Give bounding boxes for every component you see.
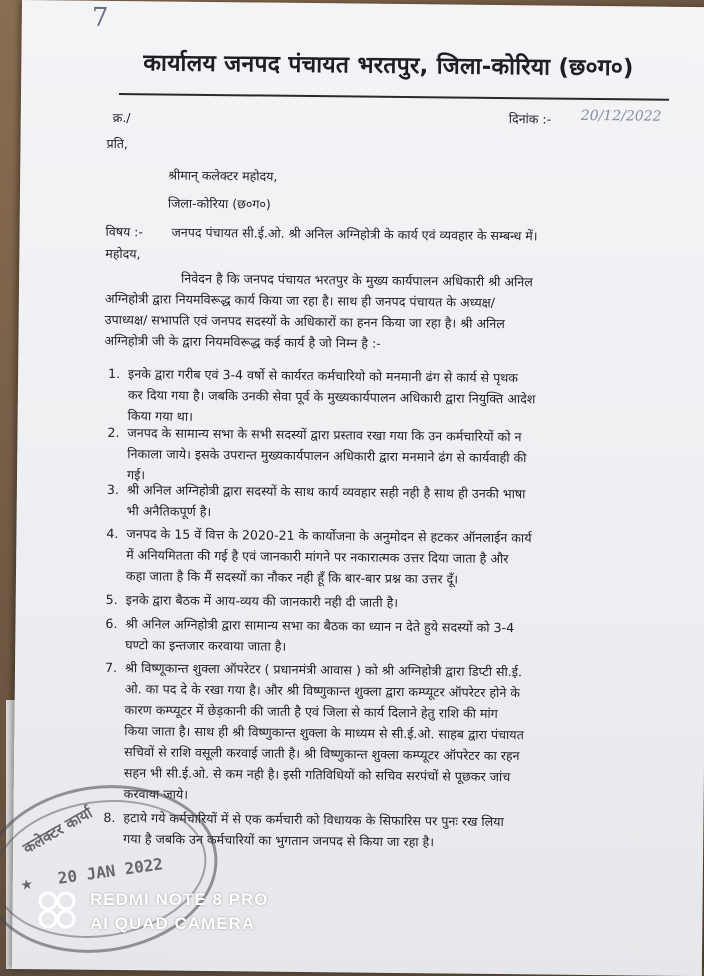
date-handwritten: 20/12/2022 [580,107,662,125]
subject-label: विषय :- [105,223,144,240]
reference-label: क्र./ [112,109,131,126]
camera-watermark-label: AI QUAD CAMERA [90,914,256,933]
point-number: 7. [104,659,118,676]
point-4-line-1: जनपद के 15 वें वित्त के 2020-21 के कार्योजना के अनुमोदन से हटकर ऑनलाईन कार्य [126,526,532,546]
intro-line-4: अग्निहोत्री जी के द्वारा नियमविरूद्ध कई कार्य है जो निम्न है :- [104,332,381,351]
point-3-line-2: भी अनैतिकपूर्ण है। [126,503,212,520]
date-label: दिनांक :- [508,111,552,127]
point-1-line-1: इनके द्वारा गरीब एवं 3-4 वर्षो से कार्यरत कर्मचारियो को मनमानी ढंग से कार्य से पृथक [128,366,519,386]
stamp-text: कलेक्टर कार्या [19,803,96,858]
camera-watermark-model: REDMI NOTE 8 PRO [90,890,269,909]
point-2-line-1: जनपद के सामान्य सभा के सभी सदस्यों द्वारा प्रस्ताव रखा गया कि उन कर्मचारियों को न [127,425,522,445]
point-1-line-2: कर दिया गया है। जबकि उनकी सेवा पूर्व के मुख्यकार्यपालन अधिकारी द्वारा नियुक्ति आदेश [127,387,536,407]
point-1-line-3: किया गया था। [127,408,193,424]
stamp-star-icon: ★ [19,876,35,895]
point-4-line-3: कहा जाता है कि मैं सदस्यों का नौकर नही हूँ कि बार-बार प्रश्न का उत्तर दूँ। [125,568,459,587]
point-number: 8. [103,809,116,826]
point-7-line-3: कारण कम्प्यूटर में छेड़कानी की जाती है एवं जिला से कार्य दिलाने हेतु राशि की मांग [124,702,498,722]
prati-label: प्रति, [106,135,129,152]
point-number: 4. [106,525,119,542]
point-7-line-5: सचिवों से राशि वसूली करवाई जाती है। श्री विष्णुकान्त शुक्ला कम्प्यूटर ऑपरेटर का रहन [124,744,520,764]
stamp-date: 20 JAN 2022 [56,854,165,888]
point-5-line-1: इनके द्वारा बैठक में आय-व्यय की जानकारी नही दी जाती है। [125,592,399,610]
salutation: महोदय, [105,245,141,262]
page-corner-mark: 7 [91,2,109,33]
intro-line-2: अग्निहोत्री द्वारा नियमविरूद्ध कार्य किया जा रहा है। साथ ही जनपद पंचायत के अध्यक्ष/ [104,290,496,310]
point-number: 1. [108,365,121,382]
point-2-line-3: गई। [126,467,146,483]
office-title: कार्यालय जनपद पंचायत भरतपुर, जिला-कोरिया (छ०ग०) [143,50,634,82]
addressee-line-2: जिला-कोरिया (छ०ग०) [167,195,271,212]
point-7-line-1: श्री विष्णूकान्त शुक्ला ऑपरेटर ( प्रधानमंत्री आवास ) को श्री अग्निहोत्री द्वारा डिप्टी सी.ई. [124,660,523,680]
point-number: 6. [105,615,118,632]
point-number: 3. [106,481,119,498]
camera-lens-icon [36,889,78,931]
point-7-line-2: ओ. का पद दे के रखा गया है। और श्री विष्णुकान्त शुक्ला द्वारा कम्प्यूटर ऑपरेटर होने के [124,681,521,701]
point-7-line-4: किया जाता है। साथ ही श्री विष्णुकान्त शुक्ला के माध्यम से सी.ई.ओ. साहब द्वारा पंचायत [124,723,524,743]
point-3-line-1: श्री अनिल अग्निहोत्री द्वारा सदस्यों के साथ कार्य व्यवहार सही नही है साथ ही उनकी भाषा [126,482,526,502]
point-6-line-1: श्री अनिल अग्निहोत्री द्वारा सामान्य सभा का बैठक का ध्यान न देते हुये सदस्यों को 3-4 [125,616,515,636]
point-number: 5. [105,591,118,608]
point-8-line-2: गया है जबकि उन कर्मचारियों का भुगतान जनपद से किया जा रहा है। [123,831,435,850]
intro-line-3: उपाध्यक्ष/ सभापति एवं जनपद सदस्यों के अधिकारों का हनन किया जा रहा है। श्री अनिल [104,311,505,332]
intro-line-1: निवेदन है कि जनपद पंचायत भरतपुर के मुख्य कार्यपालन अधिकारी श्री अनिल [181,270,533,290]
point-4-line-2: में अनियमितता की गई है एवं जानकारी मांगने पर नकारात्मक उत्तर दिया जाता है और [126,547,509,567]
point-6-line-2: घण्टो का इन्तजार करवाया जाता है। [125,637,287,654]
point-number: 2. [107,424,120,441]
point-7-line-7: करवाया जाये। [123,786,189,802]
point-2-line-2: निकाला जाये। इसके उपरान्त मुख्यकार्यपालन अधिकारी द्वारा मनमाने ढंग से कार्यवाही की [127,446,527,466]
title-underline [119,93,669,101]
point-7-line-6: सहन भी सी.ई.ओ. से कम नही है। इसी गतिविधियों को सचिव सरपंचों से पूछकर जांच [123,765,511,785]
point-8-line-1: हटाये गये कर्मचारियों में से एक कर्मचारी को विधायक के सिफारिस पर पुनः रख लिया [123,810,504,830]
addressee-line-1: श्रीमान् कलेक्टर महोदय, [168,167,278,184]
subject-text: जनपद पंचायत सी.ई.ओ. श्री अनिल अग्निहोत्री के कार्य एवं व्यवहार के सम्बन्ध में। [171,224,538,244]
